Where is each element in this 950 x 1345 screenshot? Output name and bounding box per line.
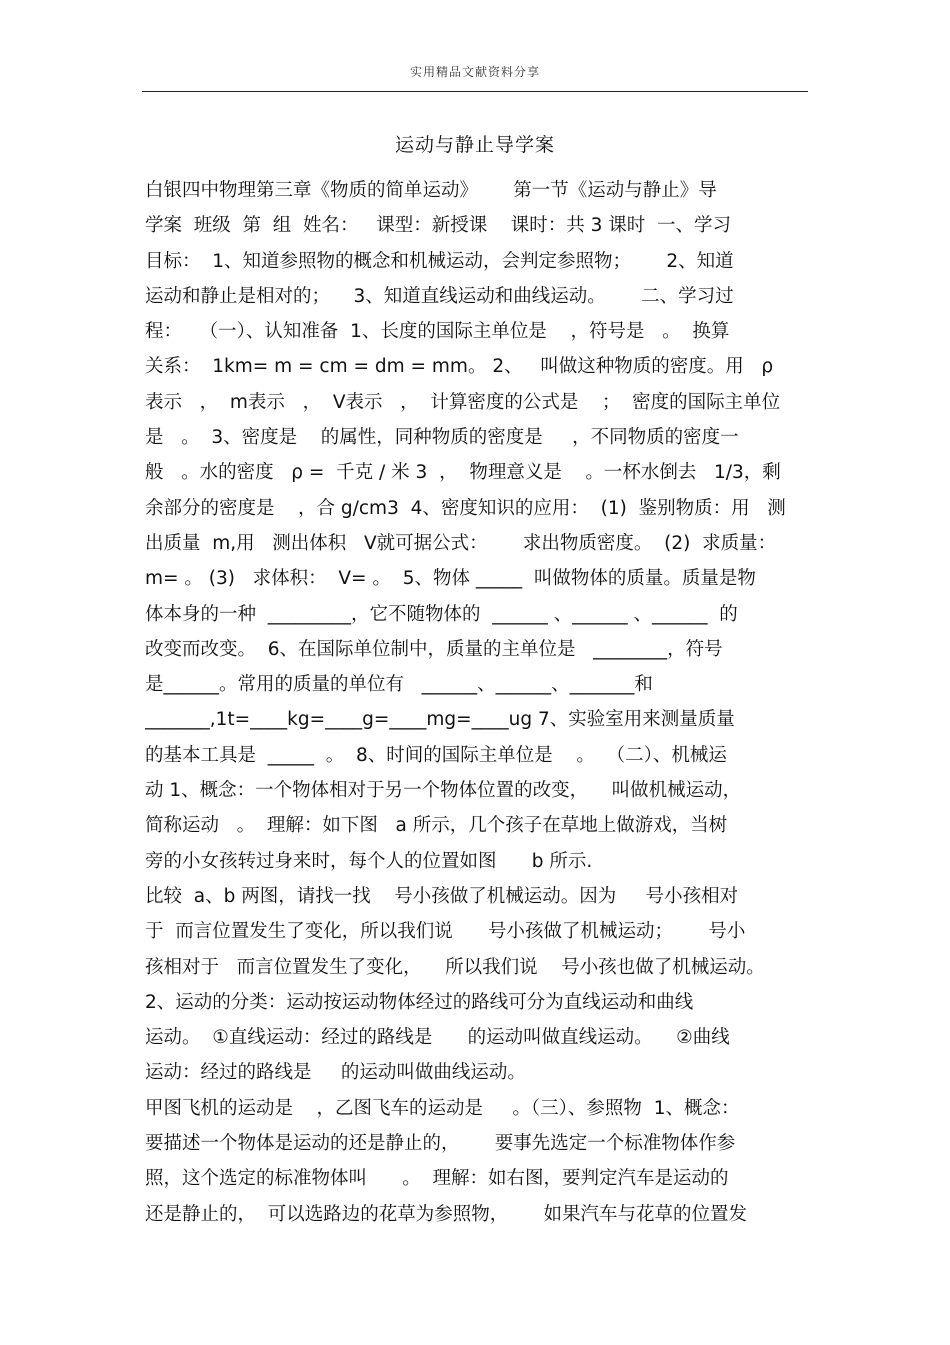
text-line: 出质量 m,用 测出体积 V就可据公式： 求出物质密度。 (2) 求质量：: [145, 532, 777, 554]
text-line: 关系： 1km= m = cm = dm = mm。 2、 叫做这种物质的密度。用 ρ: [145, 356, 774, 378]
body-text: [145, 173, 810, 1232]
text-line: 的基本工具是 _____ 。 8、时间的国际主单位是 。 （二）、机械运: [145, 744, 727, 766]
running-header: 实用精品文献资料分享: [409, 65, 540, 79]
text-line: 要描述一个物体是运动的还是静止的， 要事先选定一个标准物体作参: [145, 1133, 736, 1155]
text-line: 甲图飞机的运动是 ，乙图飞车的运动是 。（三）、参照物 1、概念：: [145, 1097, 740, 1119]
text-line: 白银四中物理第三章《物质的简单运动》 第一节《运动与静止》导: [145, 180, 717, 201]
text-line: 照，这个选定的标准物体叫 。 理解：如右图，要判定汽车是运动的: [145, 1168, 729, 1190]
text-line: 于 而言位置发生了变化，所以我们说 号小孩做了机械运动； 号小: [145, 921, 746, 943]
text-line: 运动。 ①直线运动：经过的路线是 的运动叫做直线运动。 ②曲线: [145, 1027, 730, 1049]
text-line: 余部分的密度是 ，合 g/cm3 4、密度知识的应用： (1) 鉴别物质：用 测: [145, 497, 786, 519]
text-line: 是 。 3、密度是 的属性，同种物质的密度是 ，不同物质的密度一: [145, 427, 739, 449]
text-line: 旁的小女孩转过身来时，每个人的位置如图 b 所示.: [145, 850, 593, 872]
text-line: 程： （一）、认知准备 1、长度的国际主单位是 ，符号是 。 换算: [145, 321, 730, 343]
text-line: 运动：经过的路线是 的运动叫做曲线运动。: [145, 1062, 526, 1084]
text-line: 学案 班级 第 组 姓名： 课型：新授课 课时：共 3 课时 一、学习: [145, 215, 732, 237]
text-line: 简称运动 。 理解：如下图 a 所示，几个孩子在草地上做游戏，当树: [145, 815, 728, 837]
text-line: 是______。常用的质量的单位有 ______、______、_______和: [145, 674, 653, 696]
text-line: _______,1t=____kg=____g=____mg=____ug 7、实验室用来测量质量: [145, 709, 735, 731]
text-line: 2、运动的分类：运动按运动物体经过的路线可分为直线运动和曲线: [145, 991, 694, 1013]
text-line: m= 。 (3) 求体积： V= 。 5、物体 _____ 叫做物体的质量。质量是物: [145, 568, 756, 590]
text-line: 体本身的一种 _________，它不随物体的 ______ 、______ 、______ 的: [145, 603, 738, 625]
text-line: 表示 ， m表示 ， V表示 ， 计算密度的公式是 ； 密度的国际主单位: [145, 391, 781, 413]
text-line: 比较 a、b 两图，请找一找 号小孩做了机械运动。因为 号小孩相对: [145, 885, 739, 907]
text-line: 孩相对于 而言位置发生了变化， 所以我们说 号小孩也做了机械运动。: [145, 956, 765, 978]
header-rule: [142, 91, 808, 92]
document-title: 运动与静止导学案: [394, 134, 555, 156]
text-line: 运动和静止是相对的； 3、知道直线运动和曲线运动。 二、学习过: [145, 285, 734, 307]
text-line: 般 。水的密度 ρ = 千克 / 米 3 ， 物理意义是 。一杯水倒去 1/3，剩: [145, 462, 781, 484]
text-line: 还是静止的， 可以选路边的花草为参照物， 如果汽车与花草的位置发: [145, 1203, 748, 1225]
text-line: 动 1、概念：一个物体相对于另一个物体位置的改变， 叫做机械运动，: [145, 780, 742, 802]
text-line: 改变而改变。 6、在国际单位制中，质量的主单位是 ________，符号: [145, 638, 723, 660]
text-line: 目标： 1、知道参照物的概念和机械运动，会判定参照物； 2、知道: [145, 250, 734, 272]
